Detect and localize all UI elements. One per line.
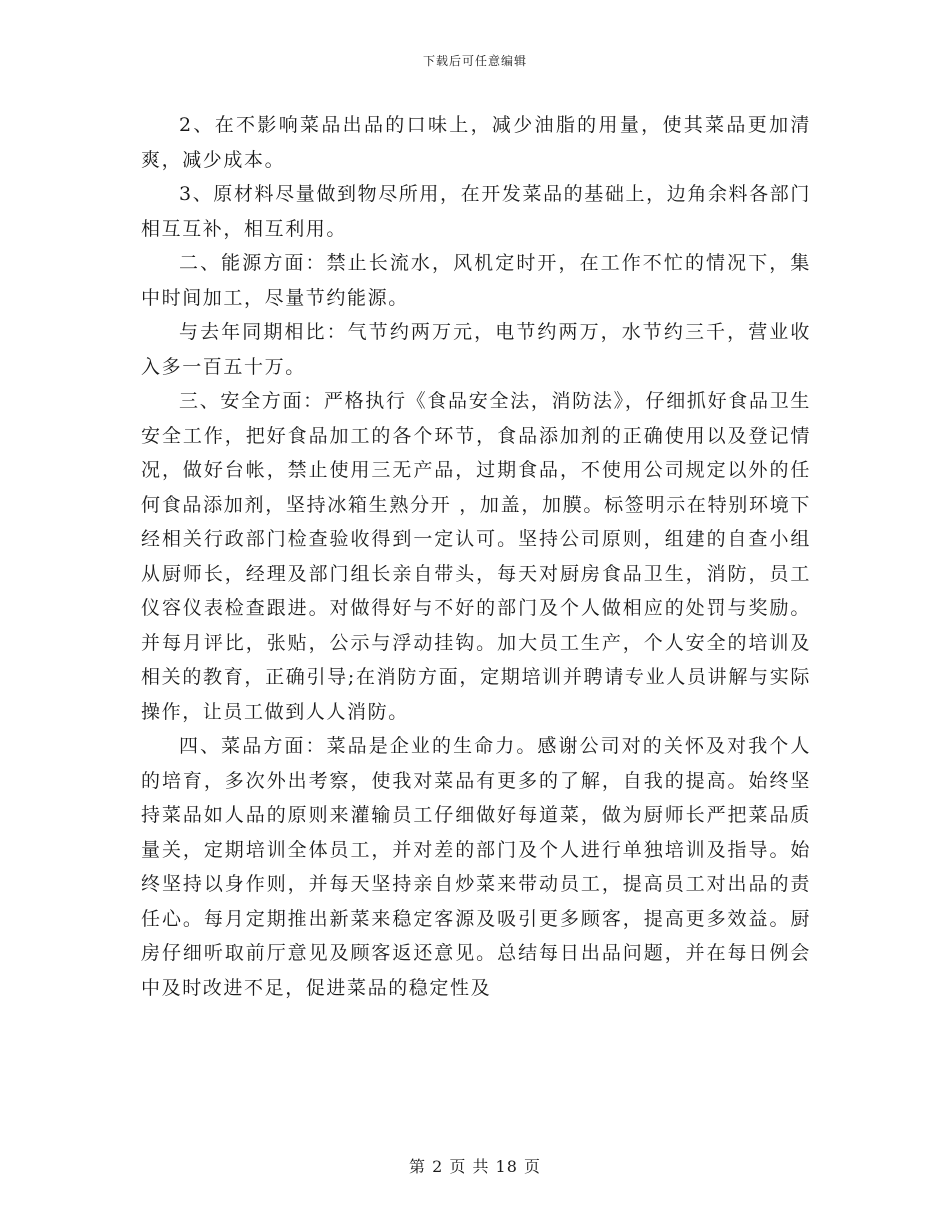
paragraph-safety: 三、安全方面：严格执行《食品安全法，消防法》，仔细抓好食品卫生安全工作，把好食品加工的各个环节，食品添加剂的正确使用以及登记情况，做好台帐，禁止使用三无产品，过期食品，不使用公司规定以外的任何食品添加剂，坚持冰箱生熟分开 ，加盖，加膜。标签明示在特别环境下经相关行政部门检查验收得到一定认可。坚持公司原则，组建的自查小组从厨师长，经理及部门组长亲自带头，每天对厨房食品卫生，消防，员工仪容仪表检查跟进。对做得好与不好的部门及个人做相应的处罚与奖励。并每月评比，张贴，公示与浮动挂钩。加大员工生产，个人安全的培训及相关的教育，正确引导;在消防方面，定期培训并聘请专业人员讲解与实际操作，让员工做到人人消防。: [141, 390, 811, 723]
page-header: 下载后可任意编辑: [422, 54, 527, 68]
paragraph-raw-materials: 3、原材料尽量做到物尽所用，在开发菜品的基础上，边角余料各部门相互互补，相互利用。: [141, 183, 811, 240]
paragraph-savings-comparison: 与去年同期相比：气节约两万元，电节约两万，水节约三千，营业收入多一百五十万。: [141, 321, 811, 378]
paragraph-dishes: 四、菜品方面：菜品是企业的生命力。感谢公司对的关怀及对我个人的培育，多次外出考察，使我对菜品有更多的了解，自我的提高。始终坚持菜品如人品的原则来灌输员工仔细做好每道菜，做为厨师长严把菜品质量关，定期培训全体员工，并对差的部门及个人进行单独培训及指导。始终坚持以身作则，并每天坚持亲自炒菜来带动员工，提高员工对出品的责任心。每月定期推出新菜来稳定客源及吸引更多顾客，提高更多效益。厨房仔细听取前厅意见及顾客返还意见。总结每日出品问题，并在每日例会中及时改进不足，促进菜品的稳定性及: [141, 735, 811, 999]
page-number: 第 2 页 共 18 页: [409, 1157, 541, 1176]
paragraph-reduce-oil: 2、在不影响菜品出品的口味上，减少油脂的用量，使其菜品更加清爽，减少成本。: [141, 114, 811, 171]
document-body: [141, 108, 811, 1005]
paragraph-energy: 二、能源方面：禁止长流水，风机定时开，在工作不忙的情况下，集中时间加工，尽量节约能源。: [141, 252, 811, 309]
